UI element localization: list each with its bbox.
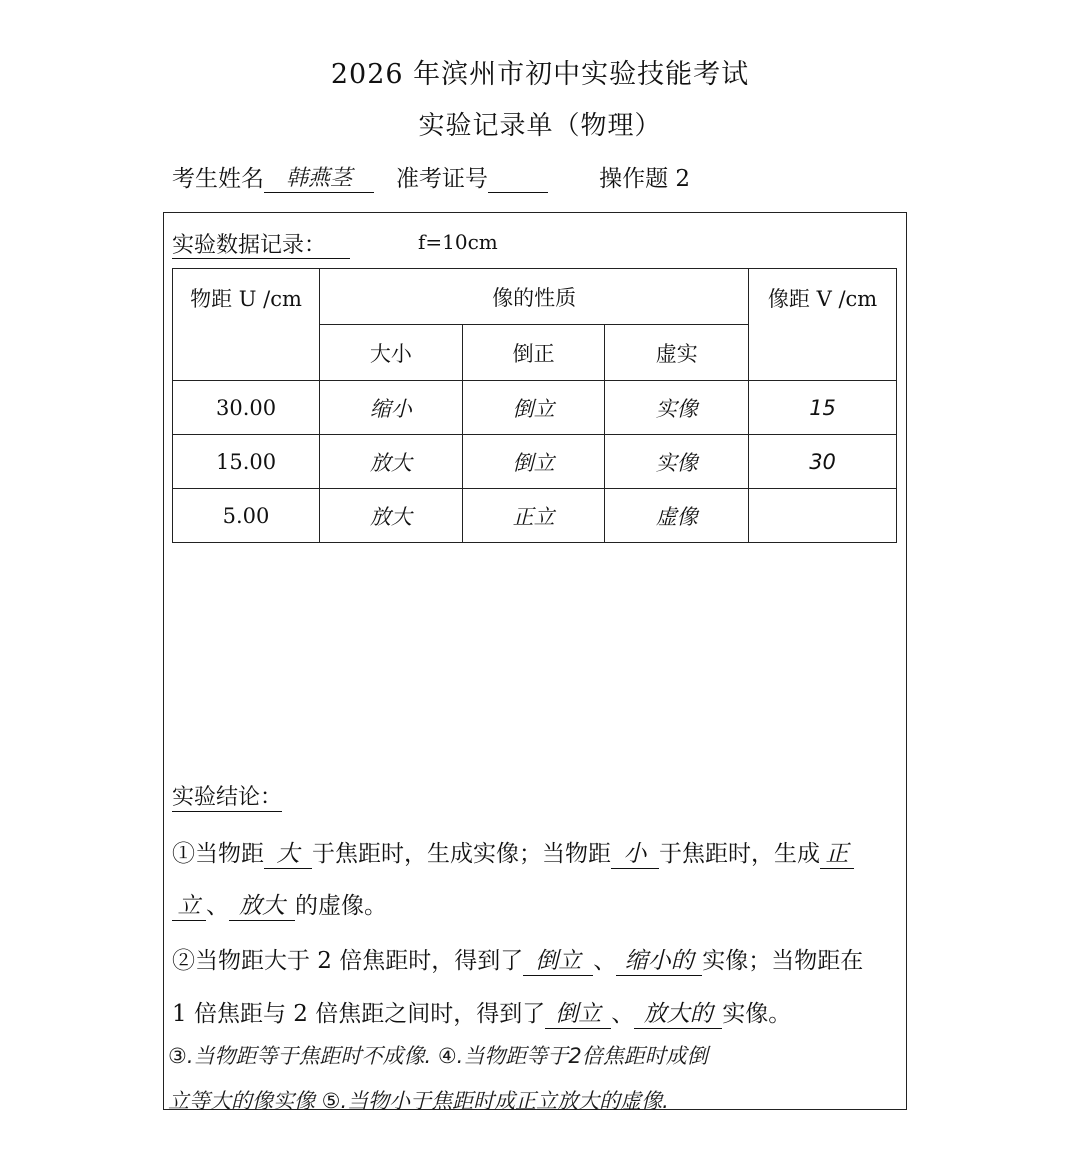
cell-v: 30 bbox=[749, 435, 897, 489]
conclusion-line-2: 立 、 放大 的虚像。 bbox=[172, 887, 387, 921]
ticket-blank bbox=[488, 168, 548, 193]
cell-orientation: 倒立 bbox=[462, 381, 605, 435]
ticket-label: 准考证号 bbox=[395, 166, 488, 192]
conclusion-line-4: 1 倍焦距与 2 倍焦距之间时，得到了 倒立 、 放大的 实像。 bbox=[172, 995, 791, 1029]
cell-u: 30.00 bbox=[173, 381, 320, 435]
cell-type: 实像 bbox=[605, 435, 749, 489]
cell-type: 实像 bbox=[605, 381, 749, 435]
focal-length: f=10cm bbox=[418, 230, 498, 254]
cell-type: 虚像 bbox=[605, 489, 749, 543]
record-label: 实验数据记录： bbox=[172, 228, 350, 259]
blank-reduced: 缩小的 bbox=[616, 942, 702, 976]
table-row bbox=[173, 489, 897, 543]
header-image-distance: 像距 V /cm bbox=[749, 269, 897, 381]
blank-inverted-1: 倒立 bbox=[523, 942, 593, 976]
cell-orientation: 正立 bbox=[462, 489, 605, 543]
header-image-nature: 像的性质 bbox=[320, 269, 749, 325]
blank-magnified: 放大 bbox=[229, 887, 295, 921]
data-table bbox=[172, 268, 897, 543]
blank-upright-2: 立 bbox=[172, 887, 206, 921]
table-row bbox=[173, 435, 897, 489]
name-value: 韩燕茎 bbox=[264, 161, 374, 193]
conclusion-line-3: ②当物距大于 2 倍焦距时，得到了 倒立 、 缩小的 实像；当物距在 bbox=[172, 942, 863, 976]
blank-greater: 大 bbox=[264, 835, 312, 869]
blank-inverted-2: 倒立 bbox=[545, 995, 611, 1029]
cell-v bbox=[749, 489, 897, 543]
blank-less: 小 bbox=[611, 835, 659, 869]
handwritten-conclusion-line-2: 立等大的像实像 ⑤.当物小于焦距时成正立放大的虚像. bbox=[168, 1089, 669, 1113]
table-row bbox=[173, 381, 897, 435]
cell-size: 放大 bbox=[320, 489, 463, 543]
handwritten-conclusion-line-1: ③.当物距等于焦距时不成像. ④.当物距等于2倍焦距时成倒 bbox=[168, 1044, 708, 1068]
name-label: 考生姓名 bbox=[172, 166, 264, 192]
cell-size: 放大 bbox=[320, 435, 463, 489]
blank-magnified-2: 放大的 bbox=[634, 995, 722, 1029]
student-info-line bbox=[172, 160, 690, 193]
page-title: 2026 年滨州市初中实验技能考试 bbox=[330, 59, 750, 90]
cell-orientation: 倒立 bbox=[462, 435, 605, 489]
question-label: 操作题 2 bbox=[599, 166, 691, 192]
cell-u: 5.00 bbox=[173, 489, 320, 543]
page-subtitle: 实验记录单（物理） bbox=[418, 111, 662, 141]
blank-upright-1: 正 bbox=[820, 835, 854, 869]
conclusion-line-1: ①当物距 大 于焦距时，生成实像；当物距 小 于焦距时，生成 正 bbox=[172, 835, 854, 869]
header-object-distance: 物距 U /cm bbox=[173, 269, 320, 381]
header-size: 大小 bbox=[320, 325, 463, 381]
conclusion-label: 实验结论： bbox=[172, 780, 282, 812]
cell-v: 15 bbox=[749, 381, 897, 435]
cell-u: 15.00 bbox=[173, 435, 320, 489]
header-orientation: 倒正 bbox=[462, 325, 605, 381]
cell-size: 缩小 bbox=[320, 381, 463, 435]
header-real-virtual: 虚实 bbox=[605, 325, 749, 381]
